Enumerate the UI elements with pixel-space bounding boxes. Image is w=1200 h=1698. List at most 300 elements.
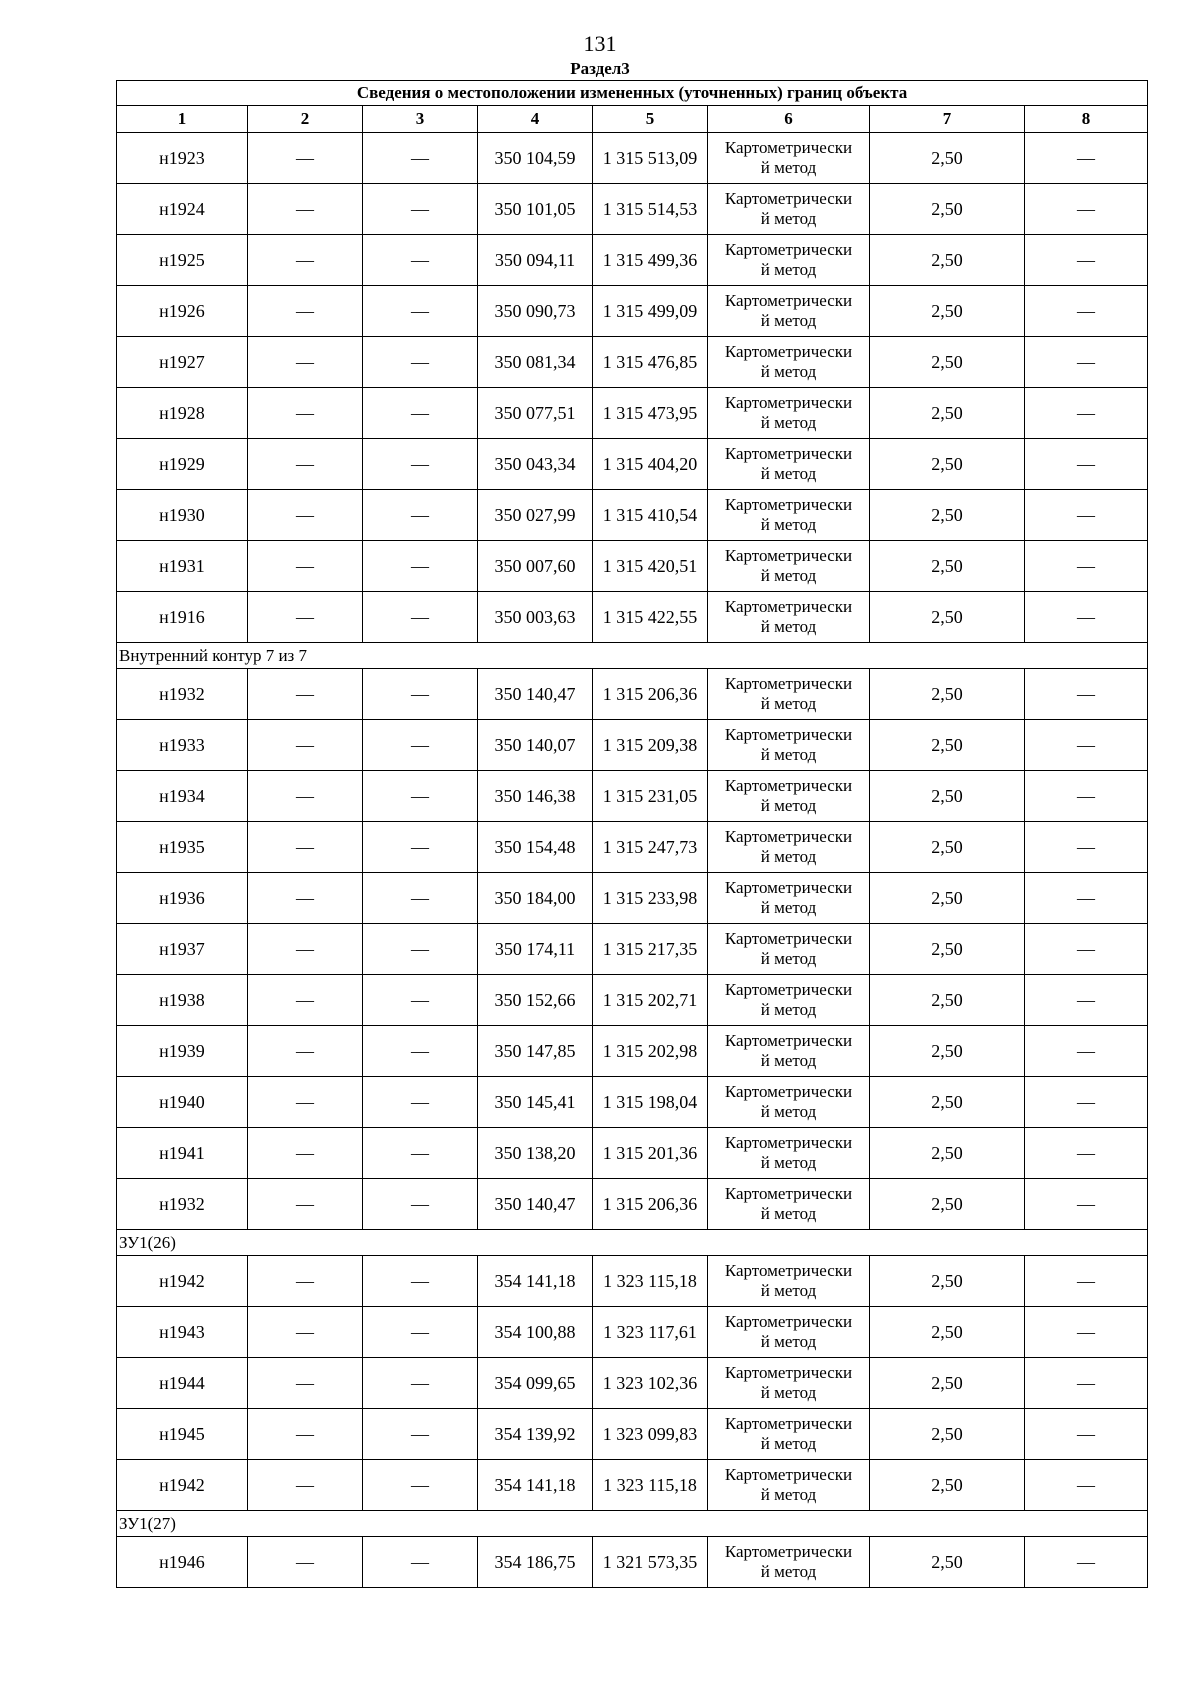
method-text-line1: Картометрически	[724, 1261, 853, 1280]
method-text-line2: й метод	[760, 1332, 817, 1351]
method-text-line2: й метод	[760, 1204, 817, 1223]
x-coordinate-cell: 350 147,85	[478, 1026, 593, 1077]
method-text-line2: й метод	[760, 617, 817, 636]
y-coordinate-cell: 1 315 473,95	[593, 388, 708, 439]
page-number: 131	[583, 31, 617, 56]
method-cell	[708, 1537, 870, 1588]
method-text-line1: Картометрически	[724, 1133, 853, 1152]
method-text-line1: Картометрически	[724, 495, 853, 514]
method-text-line2: й метод	[760, 1281, 817, 1300]
y-coordinate-cell: 1 315 233,98	[593, 873, 708, 924]
col8-cell: —	[1025, 975, 1148, 1026]
y-coordinate-cell: 1 315 404,20	[593, 439, 708, 490]
method-text-line1: Картометрически	[724, 546, 853, 565]
col3-cell: —	[363, 873, 478, 924]
col3-cell: —	[363, 184, 478, 235]
col3-cell: —	[363, 133, 478, 184]
method-cell	[708, 184, 870, 235]
point-cell: н1924	[117, 184, 248, 235]
x-coordinate-cell: 350 101,05	[478, 184, 593, 235]
x-coordinate-cell: 350 007,60	[478, 541, 593, 592]
col2-cell: —	[248, 975, 363, 1026]
method-cell	[708, 541, 870, 592]
x-coordinate-cell: 354 100,88	[478, 1307, 593, 1358]
y-coordinate-cell: 1 315 202,98	[593, 1026, 708, 1077]
accuracy-cell: 2,50	[870, 1179, 1025, 1230]
point-cell: н1916	[117, 592, 248, 643]
col2-cell: —	[248, 771, 363, 822]
col2-cell: —	[248, 1358, 363, 1409]
x-coordinate-cell: 350 077,51	[478, 388, 593, 439]
method-text-line2: й метод	[760, 158, 817, 177]
x-coordinate-cell: 350 090,73	[478, 286, 593, 337]
method-text-line2: й метод	[760, 1383, 817, 1402]
point-cell: н1942	[117, 1460, 248, 1511]
col8-cell: —	[1025, 184, 1148, 235]
col3-cell: —	[363, 235, 478, 286]
accuracy-cell: 2,50	[870, 184, 1025, 235]
point-cell: н1943	[117, 1307, 248, 1358]
method-text-line1: Картометрически	[724, 597, 853, 616]
method-text-line2: й метод	[760, 1562, 817, 1581]
accuracy-cell: 2,50	[870, 822, 1025, 873]
col8-cell: —	[1025, 1460, 1148, 1511]
table-row	[117, 771, 1148, 822]
point-cell: н1946	[117, 1537, 248, 1588]
col3-cell: —	[363, 1307, 478, 1358]
point-cell: н1937	[117, 924, 248, 975]
accuracy-cell: 2,50	[870, 337, 1025, 388]
method-text-line1: Картометрически	[724, 1414, 853, 1433]
col2-cell: —	[248, 822, 363, 873]
method-cell	[708, 1179, 870, 1230]
table-row	[117, 388, 1148, 439]
col8-cell: —	[1025, 1026, 1148, 1077]
point-cell: н1930	[117, 490, 248, 541]
column-header: 8	[1025, 106, 1148, 133]
method-cell	[708, 975, 870, 1026]
method-cell	[708, 1307, 870, 1358]
y-coordinate-cell: 1 323 117,61	[593, 1307, 708, 1358]
y-coordinate-cell: 1 315 422,55	[593, 592, 708, 643]
method-cell	[708, 1026, 870, 1077]
method-cell	[708, 1256, 870, 1307]
col2-cell: —	[248, 592, 363, 643]
y-coordinate-cell: 1 315 198,04	[593, 1077, 708, 1128]
col3-cell: —	[363, 822, 478, 873]
col2-cell: —	[248, 669, 363, 720]
x-coordinate-cell: 354 141,18	[478, 1460, 593, 1511]
y-coordinate-cell: 1 323 115,18	[593, 1460, 708, 1511]
column-header: 4	[478, 106, 593, 133]
method-text-line1: Картометрически	[724, 393, 853, 412]
point-cell: н1928	[117, 388, 248, 439]
y-coordinate-cell: 1 315 420,51	[593, 541, 708, 592]
col2-cell: —	[248, 720, 363, 771]
y-coordinate-cell: 1 315 231,05	[593, 771, 708, 822]
method-text-line1: Картометрически	[724, 776, 853, 795]
table-row	[117, 873, 1148, 924]
table-row	[117, 975, 1148, 1026]
accuracy-cell: 2,50	[870, 1026, 1025, 1077]
method-text-line1: Картометрически	[724, 342, 853, 361]
method-cell	[708, 1358, 870, 1409]
col2-cell: —	[248, 1460, 363, 1511]
col3-cell: —	[363, 669, 478, 720]
x-coordinate-cell: 354 186,75	[478, 1537, 593, 1588]
table-row	[117, 439, 1148, 490]
accuracy-cell: 2,50	[870, 592, 1025, 643]
accuracy-cell: 2,50	[870, 873, 1025, 924]
col2-cell: —	[248, 490, 363, 541]
accuracy-cell: 2,50	[870, 975, 1025, 1026]
col3-cell: —	[363, 1460, 478, 1511]
y-coordinate-cell: 1 315 202,71	[593, 975, 708, 1026]
point-cell: н1932	[117, 1179, 248, 1230]
col2-cell: —	[248, 541, 363, 592]
y-coordinate-cell: 1 323 099,83	[593, 1409, 708, 1460]
col8-cell: —	[1025, 235, 1148, 286]
col8-cell: —	[1025, 873, 1148, 924]
col3-cell: —	[363, 388, 478, 439]
col3-cell: —	[363, 286, 478, 337]
y-coordinate-cell: 1 323 115,18	[593, 1256, 708, 1307]
method-cell	[708, 669, 870, 720]
accuracy-cell: 2,50	[870, 1256, 1025, 1307]
table-row	[117, 1026, 1148, 1077]
col2-cell: —	[248, 235, 363, 286]
col2-cell: —	[248, 1256, 363, 1307]
col3-cell: —	[363, 771, 478, 822]
point-cell: н1941	[117, 1128, 248, 1179]
col8-cell: —	[1025, 1179, 1148, 1230]
point-cell: н1925	[117, 235, 248, 286]
group-row	[117, 643, 1148, 669]
table-body	[117, 81, 1148, 1588]
method-text-line2: й метод	[760, 1051, 817, 1070]
point-cell: н1939	[117, 1026, 248, 1077]
method-text-line2: й метод	[760, 694, 817, 713]
point-cell: н1944	[117, 1358, 248, 1409]
method-cell	[708, 822, 870, 873]
accuracy-cell: 2,50	[870, 439, 1025, 490]
accuracy-cell: 2,50	[870, 924, 1025, 975]
method-text-line1: Картометрически	[724, 1312, 853, 1331]
x-coordinate-cell: 354 141,18	[478, 1256, 593, 1307]
x-coordinate-cell: 350 152,66	[478, 975, 593, 1026]
col8-cell: —	[1025, 592, 1148, 643]
col2-cell: —	[248, 286, 363, 337]
col2-cell: —	[248, 924, 363, 975]
table-row	[117, 541, 1148, 592]
col3-cell: —	[363, 1409, 478, 1460]
col3-cell: —	[363, 720, 478, 771]
method-text-line2: й метод	[760, 362, 817, 381]
x-coordinate-cell: 350 027,99	[478, 490, 593, 541]
col3-cell: —	[363, 924, 478, 975]
col2-cell: —	[248, 1307, 363, 1358]
accuracy-cell: 2,50	[870, 771, 1025, 822]
col8-cell: —	[1025, 490, 1148, 541]
method-text-line1: Картометрически	[724, 1031, 853, 1050]
point-cell: н1931	[117, 541, 248, 592]
col8-cell: —	[1025, 1537, 1148, 1588]
y-coordinate-cell: 1 315 201,36	[593, 1128, 708, 1179]
col8-cell: —	[1025, 439, 1148, 490]
method-text-line2: й метод	[760, 1485, 817, 1504]
y-coordinate-cell: 1 323 102,36	[593, 1358, 708, 1409]
method-text-line1: Картометрически	[724, 1082, 853, 1101]
col2-cell: —	[248, 873, 363, 924]
y-coordinate-cell: 1 315 209,38	[593, 720, 708, 771]
method-text-line2: й метод	[760, 898, 817, 917]
method-text-line2: й метод	[760, 1434, 817, 1453]
col8-cell: —	[1025, 771, 1148, 822]
col8-cell: —	[1025, 541, 1148, 592]
col3-cell: —	[363, 541, 478, 592]
table-row	[117, 720, 1148, 771]
method-cell	[708, 133, 870, 184]
col2-cell: —	[248, 184, 363, 235]
accuracy-cell: 2,50	[870, 1128, 1025, 1179]
col8-cell: —	[1025, 1307, 1148, 1358]
method-text-line2: й метод	[760, 413, 817, 432]
method-text-line2: й метод	[760, 311, 817, 330]
method-cell	[708, 592, 870, 643]
col3-cell: —	[363, 975, 478, 1026]
col8-cell: —	[1025, 720, 1148, 771]
table-row	[117, 1460, 1148, 1511]
method-cell	[708, 439, 870, 490]
y-coordinate-cell: 1 315 410,54	[593, 490, 708, 541]
y-coordinate-cell: 1 315 513,09	[593, 133, 708, 184]
table-row	[117, 133, 1148, 184]
accuracy-cell: 2,50	[870, 235, 1025, 286]
coordinates-table	[116, 80, 1148, 1588]
x-coordinate-cell: 350 140,07	[478, 720, 593, 771]
column-header: 3	[363, 106, 478, 133]
point-cell: н1929	[117, 439, 248, 490]
col3-cell: —	[363, 1358, 478, 1409]
method-text-line2: й метод	[760, 1000, 817, 1019]
col2-cell: —	[248, 1128, 363, 1179]
group-label: ЗУ1(26)	[117, 1230, 1148, 1256]
accuracy-cell: 2,50	[870, 669, 1025, 720]
column-header: 7	[870, 106, 1025, 133]
method-text-line2: й метод	[760, 464, 817, 483]
point-cell: н1934	[117, 771, 248, 822]
table-row	[117, 592, 1148, 643]
col8-cell: —	[1025, 822, 1148, 873]
point-cell: н1940	[117, 1077, 248, 1128]
group-row	[117, 1511, 1148, 1537]
accuracy-cell: 2,50	[870, 286, 1025, 337]
accuracy-cell: 2,50	[870, 490, 1025, 541]
accuracy-cell: 2,50	[870, 1358, 1025, 1409]
table-row	[117, 235, 1148, 286]
y-coordinate-cell: 1 321 573,35	[593, 1537, 708, 1588]
method-cell	[708, 286, 870, 337]
table-row	[117, 822, 1148, 873]
table-row	[117, 286, 1148, 337]
table-row	[117, 1358, 1148, 1409]
col8-cell: —	[1025, 1128, 1148, 1179]
method-cell	[708, 1077, 870, 1128]
method-text-line2: й метод	[760, 260, 817, 279]
section-label: Раздел3	[570, 59, 630, 78]
col2-cell: —	[248, 388, 363, 439]
method-text-line1: Картометрически	[724, 725, 853, 744]
method-cell	[708, 1409, 870, 1460]
table-row	[117, 1256, 1148, 1307]
col8-cell: —	[1025, 388, 1148, 439]
method-text-line1: Картометрически	[724, 827, 853, 846]
method-text-line1: Картометрически	[724, 1542, 853, 1561]
point-cell: н1935	[117, 822, 248, 873]
method-cell	[708, 924, 870, 975]
col2-cell: —	[248, 1026, 363, 1077]
method-text-line1: Картометрически	[724, 878, 853, 897]
method-text-line1: Картометрически	[724, 1465, 853, 1484]
point-cell: н1923	[117, 133, 248, 184]
group-label: Внутренний контур 7 из 7	[117, 643, 1148, 669]
col8-cell: —	[1025, 337, 1148, 388]
accuracy-cell: 2,50	[870, 1077, 1025, 1128]
method-cell	[708, 388, 870, 439]
col3-cell: —	[363, 1537, 478, 1588]
column-header-row	[117, 106, 1148, 133]
col3-cell: —	[363, 337, 478, 388]
point-cell: н1938	[117, 975, 248, 1026]
x-coordinate-cell: 350 104,59	[478, 133, 593, 184]
point-cell: н1932	[117, 669, 248, 720]
table-caption-row	[117, 81, 1148, 106]
table-row	[117, 184, 1148, 235]
y-coordinate-cell: 1 315 217,35	[593, 924, 708, 975]
method-text-line1: Картометрически	[724, 138, 853, 157]
accuracy-cell: 2,50	[870, 388, 1025, 439]
col3-cell: —	[363, 1128, 478, 1179]
group-row	[117, 1230, 1148, 1256]
col3-cell: —	[363, 490, 478, 541]
col3-cell: —	[363, 1256, 478, 1307]
table-row	[117, 669, 1148, 720]
col8-cell: —	[1025, 669, 1148, 720]
accuracy-cell: 2,50	[870, 720, 1025, 771]
col8-cell: —	[1025, 1256, 1148, 1307]
method-text-line2: й метод	[760, 515, 817, 534]
x-coordinate-cell: 350 146,38	[478, 771, 593, 822]
table-row	[117, 1128, 1148, 1179]
accuracy-cell: 2,50	[870, 133, 1025, 184]
col2-cell: —	[248, 1179, 363, 1230]
method-cell	[708, 873, 870, 924]
accuracy-cell: 2,50	[870, 1307, 1025, 1358]
point-cell: н1936	[117, 873, 248, 924]
method-text-line1: Картометрически	[724, 980, 853, 999]
x-coordinate-cell: 350 184,00	[478, 873, 593, 924]
method-text-line1: Картометрически	[724, 929, 853, 948]
point-cell: н1927	[117, 337, 248, 388]
method-cell	[708, 235, 870, 286]
accuracy-cell: 2,50	[870, 1460, 1025, 1511]
col2-cell: —	[248, 1537, 363, 1588]
table-row	[117, 337, 1148, 388]
x-coordinate-cell: 350 043,34	[478, 439, 593, 490]
col8-cell: —	[1025, 924, 1148, 975]
x-coordinate-cell: 354 099,65	[478, 1358, 593, 1409]
col8-cell: —	[1025, 133, 1148, 184]
method-text-line2: й метод	[760, 209, 817, 228]
column-header: 1	[117, 106, 248, 133]
point-cell: н1945	[117, 1409, 248, 1460]
accuracy-cell: 2,50	[870, 1409, 1025, 1460]
method-text-line2: й метод	[760, 566, 817, 585]
method-cell	[708, 1460, 870, 1511]
method-text-line2: й метод	[760, 1153, 817, 1172]
col8-cell: —	[1025, 286, 1148, 337]
method-text-line1: Картометрически	[724, 291, 853, 310]
x-coordinate-cell: 354 139,92	[478, 1409, 593, 1460]
column-header: 2	[248, 106, 363, 133]
col3-cell: —	[363, 1026, 478, 1077]
column-header: 5	[593, 106, 708, 133]
col2-cell: —	[248, 439, 363, 490]
x-coordinate-cell: 350 138,20	[478, 1128, 593, 1179]
table-row	[117, 1409, 1148, 1460]
y-coordinate-cell: 1 315 247,73	[593, 822, 708, 873]
table-title: Сведения о местоположении измененных (уточненных) границ объекта	[117, 81, 1148, 106]
table-row	[117, 1077, 1148, 1128]
y-coordinate-cell: 1 315 514,53	[593, 184, 708, 235]
col3-cell: —	[363, 1077, 478, 1128]
method-cell	[708, 337, 870, 388]
x-coordinate-cell: 350 081,34	[478, 337, 593, 388]
col3-cell: —	[363, 1179, 478, 1230]
y-coordinate-cell: 1 315 206,36	[593, 669, 708, 720]
table-row	[117, 1537, 1148, 1588]
table-row	[117, 924, 1148, 975]
method-text-line1: Картометрически	[724, 189, 853, 208]
col2-cell: —	[248, 1077, 363, 1128]
col3-cell: —	[363, 592, 478, 643]
y-coordinate-cell: 1 315 499,36	[593, 235, 708, 286]
method-text-line1: Картометрически	[724, 1184, 853, 1203]
column-header: 6	[708, 106, 870, 133]
x-coordinate-cell: 350 140,47	[478, 669, 593, 720]
table-row	[117, 1307, 1148, 1358]
method-text-line2: й метод	[760, 796, 817, 815]
method-text-line2: й метод	[760, 949, 817, 968]
accuracy-cell: 2,50	[870, 1537, 1025, 1588]
col8-cell: —	[1025, 1409, 1148, 1460]
x-coordinate-cell: 350 174,11	[478, 924, 593, 975]
col3-cell: —	[363, 439, 478, 490]
y-coordinate-cell: 1 315 499,09	[593, 286, 708, 337]
point-cell: н1933	[117, 720, 248, 771]
col8-cell: —	[1025, 1077, 1148, 1128]
group-label: ЗУ1(27)	[117, 1511, 1148, 1537]
point-cell: н1942	[117, 1256, 248, 1307]
x-coordinate-cell: 350 145,41	[478, 1077, 593, 1128]
method-cell	[708, 490, 870, 541]
method-cell	[708, 771, 870, 822]
method-cell	[708, 1128, 870, 1179]
method-text-line1: Картометрически	[724, 444, 853, 463]
method-cell	[708, 720, 870, 771]
point-cell: н1926	[117, 286, 248, 337]
col8-cell: —	[1025, 1358, 1148, 1409]
